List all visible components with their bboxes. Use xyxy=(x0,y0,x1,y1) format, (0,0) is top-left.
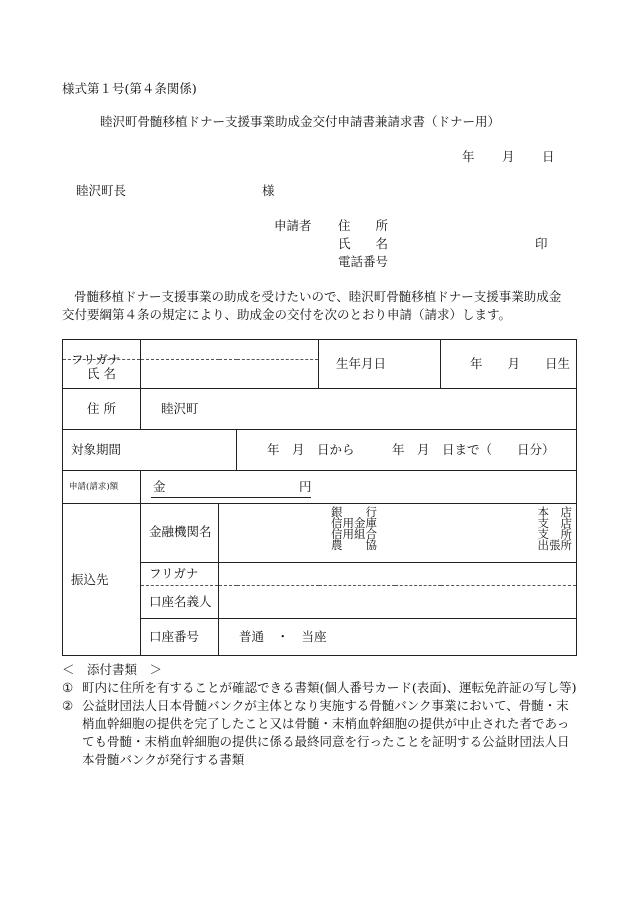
attachment-item xyxy=(62,697,577,769)
applicant-address-label: 住 所 xyxy=(338,218,389,233)
furigana-input-cell[interactable] xyxy=(141,340,319,360)
date-day-label: 日 xyxy=(542,149,555,164)
attachment-text: 町内に住所を有することが確認できる書類(個人番号カード(表面)、運転免許証の写し等) xyxy=(82,680,577,695)
bank-type: 信用金庫 xyxy=(331,516,377,530)
address-label: 住 所 xyxy=(87,401,116,416)
branch-types xyxy=(538,507,573,551)
applicant-name-label: 氏 名 xyxy=(338,236,389,251)
amount-label: 申請(請求)額 xyxy=(69,482,119,492)
bank-types xyxy=(331,507,377,551)
account-furigana-input-cell[interactable] xyxy=(219,563,577,586)
branch-type: 本 店 xyxy=(537,505,573,519)
attachment-number: ② xyxy=(62,698,74,713)
name-label-cell xyxy=(63,360,141,389)
furigana-label-cell xyxy=(63,340,141,367)
form-number: 様式第１号(第４条関係) xyxy=(62,81,197,96)
attachments-section xyxy=(62,661,577,769)
date-year-label: 年 xyxy=(462,149,475,164)
amount-prefix: 金 xyxy=(153,479,166,494)
bank-type: 銀 行 xyxy=(331,505,377,519)
name-input-cell[interactable] xyxy=(141,360,319,389)
seal-mark: 印 xyxy=(535,236,548,251)
birthdate-label: 生年月日 xyxy=(336,356,387,371)
account-holder-label-cell xyxy=(141,586,219,619)
amount-input-cell[interactable] xyxy=(141,471,577,504)
address-value: 睦沢町 xyxy=(161,401,199,416)
period-label: 対象期間 xyxy=(71,442,122,457)
bank-type: 農 協 xyxy=(331,538,377,552)
applicant-phone-label: 電話番号 xyxy=(338,254,389,269)
address-input-cell[interactable] xyxy=(141,389,577,430)
furigana-label: フリガナ xyxy=(71,351,121,367)
attachment-number: ① xyxy=(62,680,74,695)
account-number-label: 口座番号 xyxy=(149,629,200,644)
account-number-label-cell xyxy=(141,619,219,656)
form-title: 睦沢町骨髄移植ドナー支援事業助成金交付申請書兼請求書（ドナー用） xyxy=(100,114,501,129)
birthdate-format: 年 月 日生 xyxy=(470,356,571,371)
addressee-honorific: 様 xyxy=(262,183,275,198)
name-label: 氏 名 xyxy=(87,366,116,381)
amount-underline xyxy=(151,497,311,498)
branch-type: 支 店 xyxy=(537,516,573,530)
transfer-label-cell xyxy=(63,504,141,656)
bank-name-label: 金融機関名 xyxy=(149,524,212,539)
applicant-label: 申請者 xyxy=(274,218,312,233)
address-label-cell xyxy=(63,389,141,430)
period-input-cell[interactable] xyxy=(237,430,577,471)
addressee-name: 睦沢町長 xyxy=(76,183,127,198)
birthdate-value-cell[interactable] xyxy=(441,340,577,389)
account-holder-input-cell[interactable] xyxy=(219,586,577,619)
amount-label-cell xyxy=(63,471,141,504)
transfer-label: 振込先 xyxy=(71,571,109,587)
application-table xyxy=(62,339,577,656)
date-month-label: 月 xyxy=(502,149,515,164)
account-number-input-cell[interactable] xyxy=(219,619,577,656)
attachment-text: 公益財団法人日本骨髄バンクが主体となり実施する骨髄バンク事業において、骨髄・末梢血幹細胞の提供を完了したこと又は骨髄・末梢血幹細胞の提供が中止された者であっても骨髄・末梢血幹細胞の提供に係る最終同意を行ったことを証明する公益財団法人日本骨髄バンクが発行する書類 xyxy=(82,698,570,767)
birthdate-label-cell xyxy=(319,340,441,389)
branch-type: 支 所 xyxy=(537,527,573,541)
branch-type: 出張所 xyxy=(537,538,573,552)
amount-unit: 円 xyxy=(299,479,312,494)
period-format: 年 月 日から 年 月 日まで（ 日分） xyxy=(267,442,555,457)
bank-type: 信用組合 xyxy=(331,527,377,541)
account-furigana-label-cell xyxy=(141,563,219,586)
attachment-item xyxy=(62,679,577,697)
bank-name-input-cell[interactable] xyxy=(219,504,577,563)
intro-text: 骨髄移植ドナー支援事業の助成を受けたいので、睦沢町骨髄移植ドナー支援事業助成金交付要綱第４条の規定により、助成金の交付を次のとおり申請（請求）します。 xyxy=(62,289,562,322)
account-furigana-label: フリガナ xyxy=(149,566,199,581)
account-holder-label: 口座名義人 xyxy=(149,594,212,609)
account-type-options: 普通 ・ 当座 xyxy=(239,629,327,644)
bank-name-label-cell xyxy=(141,504,219,563)
attachments-heading: ＜ 添付書類 ＞ xyxy=(62,662,163,677)
period-label-cell xyxy=(63,430,237,471)
